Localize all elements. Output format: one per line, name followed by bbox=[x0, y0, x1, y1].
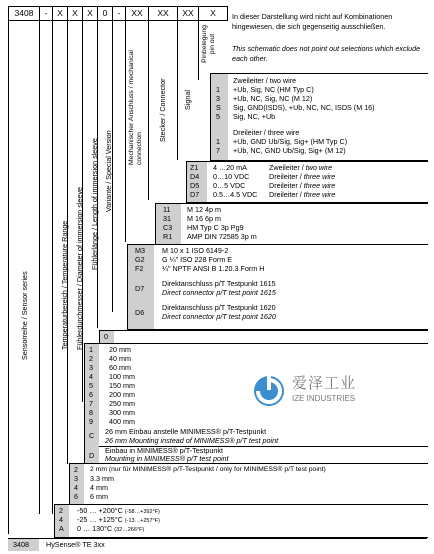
header-cell: XX bbox=[178, 7, 199, 20]
diameter-code: 3 bbox=[74, 474, 78, 483]
header-cell: 0 bbox=[98, 7, 113, 20]
signal-block bbox=[186, 161, 428, 203]
length-value: 60 mm bbox=[109, 363, 131, 372]
length-code: 3 bbox=[89, 363, 93, 372]
length-value: Einbau in MINIMESS® p/T-Testpunkt bbox=[105, 446, 223, 455]
signal-code: D5 bbox=[190, 181, 200, 190]
mech-line: M 10 x 1 ISO 6149-2 bbox=[162, 246, 229, 255]
length-value: Mounting in MINIMESS® p/T test point bbox=[105, 454, 229, 463]
connector-desc: AMP DIN 72585 3p m bbox=[187, 232, 257, 241]
header-cell: XX bbox=[149, 7, 178, 20]
mech-line: Direktanschluss p/T Testpunkt 1615 bbox=[162, 279, 276, 288]
length-code: 2 bbox=[89, 354, 93, 363]
series-name: HySense® TE 3xx bbox=[46, 540, 105, 549]
pin-code: 5 bbox=[216, 112, 220, 121]
mech-code: D6 bbox=[135, 308, 145, 317]
connector-code: 31 bbox=[163, 214, 171, 223]
signal-value: 4 …20 mA bbox=[213, 163, 247, 172]
signal-desc: Dreileiter / three wire bbox=[269, 181, 336, 190]
header-cell: - bbox=[40, 7, 53, 20]
label-signal: Signal bbox=[183, 90, 192, 110]
length-value: 250 mm bbox=[109, 399, 135, 408]
label-sensor-series: Sensorreihe / Sensor series bbox=[20, 271, 29, 360]
mech-code: F2 bbox=[135, 264, 144, 273]
diameter-code: 6 bbox=[74, 492, 78, 501]
connector-desc: M 16 6p m bbox=[187, 214, 221, 223]
variant-code: 0 bbox=[104, 332, 108, 341]
diameter-code: 2 bbox=[74, 465, 78, 474]
signal-desc: Dreileiter / three wire bbox=[269, 190, 336, 199]
header-cell: - bbox=[113, 7, 126, 20]
length-value: 150 mm bbox=[109, 381, 135, 390]
connector-desc: M 12 4p m bbox=[187, 205, 221, 214]
pin-code: 7 bbox=[216, 146, 220, 155]
signal-desc: Dreileiter / three wire bbox=[269, 172, 336, 181]
pin-code: 3 bbox=[216, 94, 220, 103]
order-code-header bbox=[8, 6, 228, 21]
ize-logo bbox=[252, 372, 402, 412]
pin-code: S bbox=[216, 103, 221, 112]
signal-desc: Zweileiter / two wire bbox=[269, 163, 333, 172]
logo-text-cn: 爱泽工业 bbox=[292, 374, 357, 392]
length-code: D bbox=[89, 451, 95, 460]
temp-line: -25 … +125°C (-13…+257°F) bbox=[77, 515, 160, 524]
signal-code: Z1 bbox=[190, 163, 199, 172]
mech-line: Direktanschluss p/T Testpunkt 1620 bbox=[162, 303, 276, 312]
series-row bbox=[8, 538, 427, 551]
pin-code: 1 bbox=[216, 137, 220, 146]
temp-code: 2 bbox=[59, 506, 63, 515]
logo-text-en: IZE INDUSTRIES bbox=[292, 394, 356, 403]
temp-code: 4 bbox=[59, 515, 63, 524]
signal-value: 0…5 VDC bbox=[213, 181, 246, 190]
length-code: 8 bbox=[89, 408, 93, 417]
label-variant: Variante / Special Version bbox=[104, 130, 113, 212]
diameter-code: 4 bbox=[74, 483, 78, 492]
label-pinout: Pinbelegung pin out bbox=[201, 25, 216, 63]
label-length: Fühlerlänge / Length of immersion sleeve bbox=[90, 138, 99, 270]
length-value: 300 mm bbox=[109, 408, 135, 417]
header-cell: XX bbox=[126, 7, 149, 20]
pinout-block bbox=[210, 73, 428, 161]
variant-block bbox=[99, 330, 428, 344]
connector-code: C3 bbox=[163, 223, 173, 232]
mech-block bbox=[127, 244, 428, 330]
temp-line: 0 … 130°C (32…266°F) bbox=[77, 524, 145, 533]
label-diameter: Fühlerdurchmesser / Diameter of immersion sleeve bbox=[75, 187, 84, 350]
mech-line: ¼" NPTF ANSI B 1.20.3 Form H bbox=[162, 264, 265, 273]
length-code: 6 bbox=[89, 390, 93, 399]
note-de: In dieser Darstellung wird nicht auf Kombinationen hingewiesen, die sich gegenseitig ausschließen. bbox=[232, 12, 393, 31]
pin-line: +Ub, NC, Sig, NC (M 12) bbox=[233, 94, 313, 103]
signal-code: D4 bbox=[190, 172, 200, 181]
pin-line: +Ub, NC, GND Ub/Sig, Sig+ (M 12) bbox=[233, 146, 346, 155]
header-cell: X bbox=[210, 8, 216, 18]
mech-code: G2 bbox=[135, 255, 145, 264]
temp-code: A bbox=[59, 524, 64, 533]
length-value: 400 mm bbox=[109, 417, 135, 426]
pin-code: 1 bbox=[216, 85, 220, 94]
length-value: 26 mm Einbau anstelle MINIMESS® p/T-Testpunkt bbox=[105, 427, 267, 436]
label-connector: Stecker / Connector bbox=[158, 78, 167, 142]
diameter-line: 3.3 mm bbox=[90, 474, 114, 483]
mech-line: Direct connector p/T test point 1615 bbox=[162, 288, 276, 297]
connector-code: R1 bbox=[163, 232, 173, 241]
header-cell: X bbox=[83, 7, 98, 20]
length-code: 9 bbox=[89, 417, 93, 426]
connector-desc: HM Typ C 3p Pg9 bbox=[187, 223, 244, 232]
length-value: 20 mm bbox=[109, 345, 131, 354]
length-value: 40 mm bbox=[109, 354, 131, 363]
header-cell: X bbox=[53, 7, 68, 20]
series-code: 3408 bbox=[13, 540, 29, 549]
diameter-line: 6 mm bbox=[90, 492, 108, 501]
length-value: 200 mm bbox=[109, 390, 135, 399]
ize-logo-icon bbox=[252, 374, 286, 408]
length-code: 4 bbox=[89, 372, 93, 381]
pin-line: Zweileiter / two wire bbox=[233, 76, 297, 85]
header-cell: 3408 bbox=[9, 7, 40, 20]
mech-line: G ¼" ISO 228 Form E bbox=[162, 255, 233, 264]
pin-line: +Ub, Sig, NC (HM Typ C) bbox=[233, 85, 314, 94]
pin-line: Sig, GND(ISDS), +Ub, NC, NC, ISDS (M 16) bbox=[233, 103, 375, 112]
diameter-block bbox=[69, 463, 428, 505]
note-en: This schematic does not point out selections which exclude each other. bbox=[232, 44, 421, 63]
length-value: 26 mm Mounting instead of MINIMESS® p/T test point bbox=[105, 436, 279, 445]
diameter-line: 2 mm (nur für MINIMESS® p/T-Testpunkt / only for MINIMESS® p/T test point) bbox=[90, 466, 326, 473]
mech-code: D7 bbox=[135, 284, 145, 293]
connector-code: 11 bbox=[163, 205, 171, 214]
label-temp-range: Temperaturbereich / Temperature Range bbox=[60, 220, 69, 350]
diameter-line: 4 mm bbox=[90, 483, 108, 492]
pin-line: Sig, NC, +Ub bbox=[233, 112, 276, 121]
signal-code: D7 bbox=[190, 190, 200, 199]
header-cell: X bbox=[68, 7, 83, 20]
pin-line: Dreileiter / three wire bbox=[233, 128, 300, 137]
pin-line: +Ub, GND Ub/Sig, Sig+ (HM Typ C) bbox=[233, 137, 348, 146]
label-mech: Mechanischer Anschluss / mechanical connection bbox=[128, 50, 143, 165]
length-code: 5 bbox=[89, 381, 93, 390]
temp-block bbox=[54, 504, 428, 538]
signal-value: 0…10 VDC bbox=[213, 172, 250, 181]
mech-line: Direct connector p/T test point 1620 bbox=[162, 312, 276, 321]
length-code: 7 bbox=[89, 399, 93, 408]
length-code: C bbox=[89, 431, 95, 440]
length-value: 100 mm bbox=[109, 372, 135, 381]
mech-code: M3 bbox=[135, 246, 145, 255]
signal-value: 0.5…4.5 VDC bbox=[213, 190, 258, 199]
connector-block bbox=[155, 203, 428, 245]
length-code: 1 bbox=[89, 345, 93, 354]
temp-line: -50 … +200°C (-58…+392°F) bbox=[77, 506, 160, 515]
